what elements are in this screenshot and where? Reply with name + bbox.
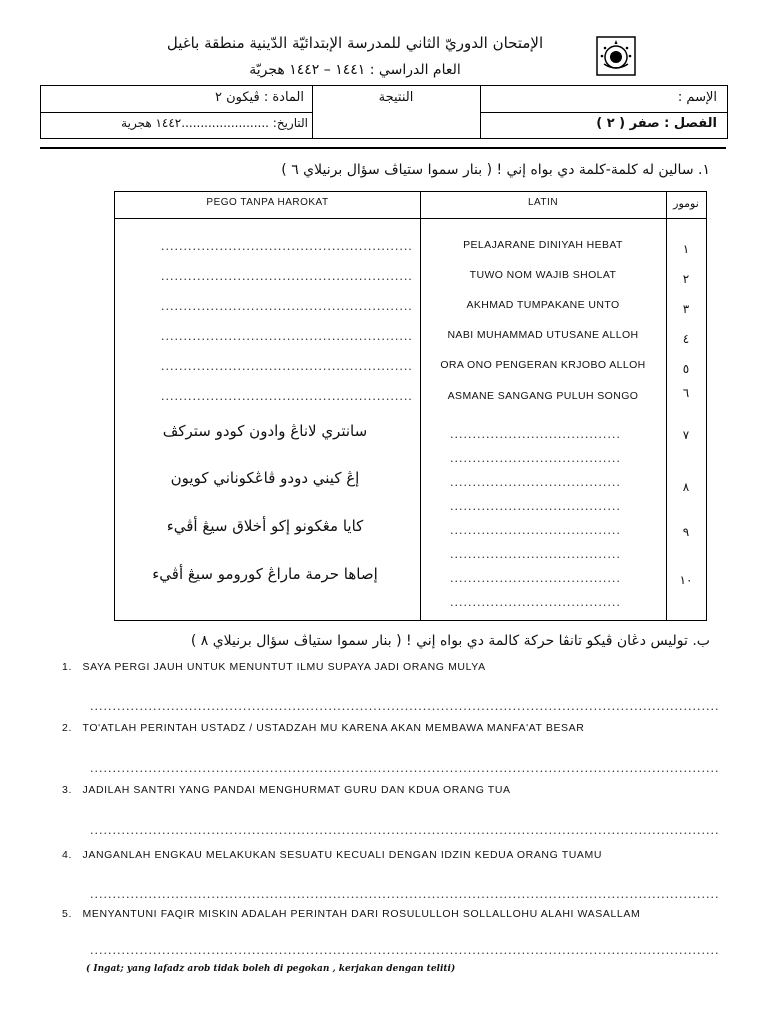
answer-blank[interactable]: ............................................................................................................................................ — [90, 888, 720, 901]
answer-blank[interactable]: ...................................... — [450, 452, 621, 465]
date-field[interactable]: التاريخ: .......................١٤٤٢ هجرية — [121, 116, 308, 130]
answer-blank[interactable]: ............................................................................................................................................ — [90, 824, 720, 837]
latin-text: ASMANE SANGANG PULUH SONGO — [447, 390, 639, 402]
row-number: ٩ — [682, 525, 690, 539]
answer-blank[interactable]: ........................................................ — [161, 240, 413, 253]
answer-blank[interactable]: ............................................................................................................................................ — [90, 762, 720, 775]
latin-text: PELAJARANE DINIYAH HEBAT — [463, 239, 623, 251]
pego-text: إصاها حرمة ماراڠ كورومو سيڠ أڤيء — [152, 565, 378, 583]
col-header-latin: LATIN — [527, 197, 559, 208]
answer-blank[interactable]: ...................................... — [450, 548, 621, 561]
col-header-pego: PEGO TANPA HAROKAT — [206, 197, 329, 208]
answer-blank[interactable]: ........................................................ — [161, 390, 413, 403]
answer-blank[interactable]: ...................................... — [450, 428, 621, 441]
section2-instruction: ب. توليس دڠان ڤيكو تانڤا حركة كالمة دي بواه إني ! ( بنار سموا ستياڤ سؤال برنيلاي ٨ ) — [190, 633, 710, 649]
sentence-text: 4. JANGANLAH ENGKAU MELAKUKAN SESUATU KECUALI DENGAN IDZIN KEDUA ORANG TUAMU — [62, 849, 603, 861]
row-number: ٣ — [682, 302, 690, 316]
answer-blank[interactable]: ........................................................ — [161, 360, 413, 373]
footer-note: ( Ingat; yang lafadz arob tidak boleh di pegokan , kerjakan dengan teliti) — [86, 964, 456, 974]
row-number: ٨ — [682, 480, 690, 494]
row-number: ٢ — [682, 272, 690, 286]
row-number: ٤ — [682, 332, 690, 346]
exam-title: الإمتحان الدوريّ الثاني للمدرسة الإبتدائيّة الدّينية منطقة باغيل — [166, 34, 544, 52]
answer-blank[interactable]: ...................................... — [450, 524, 621, 537]
pego-text: إڠ كيني دودو ڤاڠكوناني كويون — [170, 469, 360, 487]
pego-text: سانتري لاناڠ وادون كودو ستركڤ — [162, 422, 368, 440]
sentence-text: 5. MENYANTUNI FAQIR MISKIN ADALAH PERINTAH DARI ROSULULLOH SOLLALLOHU ALAHI WASALLAM — [62, 908, 641, 920]
section1-instruction: ١. سالين له كلمة-كلمة دي بواه إني ! ( بنار سموا ستياڤ سؤال برنيلاي ٦ ) — [281, 162, 710, 178]
answer-blank[interactable]: ...................................... — [450, 476, 621, 489]
sentence-text: 2. TO'ATLAH PERINTAH USTADZ / USTADZAH MU KARENA AKAN MEMBAWA MANFA'AT BESAR — [62, 722, 585, 734]
row-number: ١٠ — [679, 573, 693, 587]
subject-field: المادة : ڤيكون ٢ — [215, 90, 304, 105]
answer-blank[interactable]: ...................................... — [450, 500, 621, 513]
academic-year: العام الدراسي : ١٤٤١ – ١٤٤٢ هجريّة — [249, 62, 461, 78]
name-field[interactable]: الإسم : — [677, 90, 717, 105]
answer-blank[interactable]: ........................................................ — [161, 300, 413, 313]
answer-blank[interactable]: ............................................................................................................................................ — [90, 944, 720, 957]
answer-blank[interactable]: ........................................................ — [161, 330, 413, 343]
class-field: الفصل : صفر ( ٢ ) — [596, 116, 717, 131]
row-number: ٥ — [682, 362, 690, 376]
row-number: ٦ — [682, 386, 690, 400]
col-header-number: نومور — [673, 197, 699, 210]
header-divider — [40, 147, 726, 149]
answer-blank[interactable]: ...................................... — [450, 572, 621, 585]
latin-text: NABI MUHAMMAD UTUSANE ALLOH — [447, 329, 639, 341]
row-number: ١ — [682, 242, 690, 256]
latin-text: AKHMAD TUMPAKANE UNTO — [466, 299, 620, 311]
sentence-text: 3. JADILAH SANTRI YANG PANDAI MENGHURMAT GURU DAN KDUA ORANG TUA — [62, 784, 511, 796]
pego-text: كايا مڠكونو إكو أخلاق سيڠ أڤيء — [166, 517, 364, 535]
school-logo-icon — [596, 36, 636, 76]
result-field[interactable]: النتيجة — [378, 90, 414, 105]
answer-blank[interactable]: ...................................... — [450, 596, 621, 609]
answer-blank[interactable]: ........................................................ — [161, 270, 413, 283]
student-info-box — [40, 85, 728, 139]
answer-table — [114, 191, 707, 621]
row-number: ٧ — [682, 428, 690, 442]
sentence-text: 1. SAYA PERGI JAUH UNTUK MENUNTUT ILMU SUPAYA JADI ORANG MULYA — [62, 661, 486, 673]
answer-blank[interactable]: ............................................................................................................................................ — [90, 700, 720, 713]
latin-text: TUWO NOM WAJIB SHOLAT — [469, 269, 617, 281]
latin-text: ORA ONO PENGERAN KRJOBO ALLOH — [440, 359, 646, 371]
